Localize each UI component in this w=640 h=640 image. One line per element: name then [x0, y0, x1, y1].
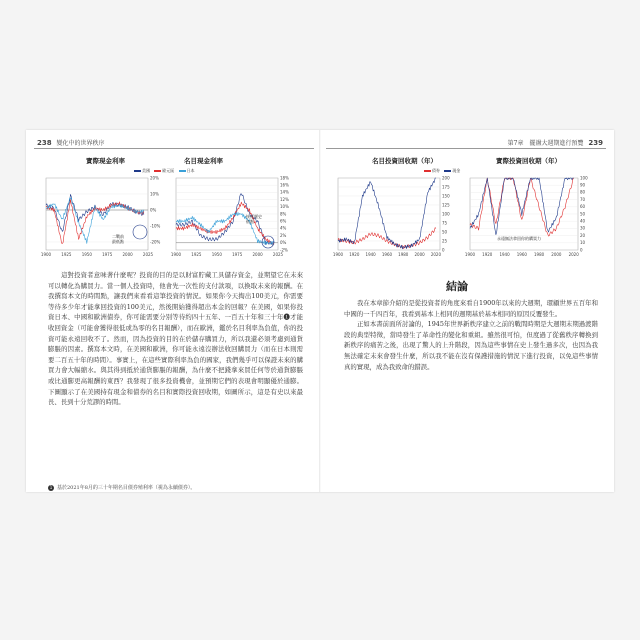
y-tick-label: -2%: [280, 247, 288, 253]
x-tick-label: 2000: [414, 252, 425, 257]
annotation-never-recover: 永遠無法拿回你的購買力: [497, 236, 541, 241]
y-tick-label: 2%: [280, 232, 287, 238]
x-tick-label: 2020: [568, 252, 579, 257]
y-tick-label: 6%: [280, 218, 287, 224]
x-tick-label: 2020: [430, 252, 442, 257]
y-tick-label: 12%: [280, 196, 289, 202]
y-tick-label: 50: [580, 211, 586, 217]
y-tick-label: 90: [580, 182, 586, 188]
y-tick-label: 30: [580, 225, 586, 231]
y-tick-label: 100: [442, 211, 450, 217]
x-tick-label: 2000: [252, 252, 263, 257]
y-tick-label: 150: [442, 193, 450, 199]
footnote-text: 基於2021年8月的三十年期名目債券殖利率（視為永續債券）。: [57, 485, 196, 491]
series-line-2: [338, 178, 436, 249]
left-body-text: [48, 270, 303, 408]
y-tick-label: 50: [442, 229, 448, 235]
annotation-near-historic-low: [246, 214, 262, 224]
left-running-title: 變化中的世界秩序: [56, 140, 105, 147]
x-tick-label: 1960: [381, 252, 393, 257]
left-page-number: 238: [37, 139, 52, 147]
chart2-title: 名目現金利率: [184, 157, 223, 165]
footnote-marker: 1: [49, 485, 53, 490]
right-page-number: 239: [588, 139, 603, 147]
y-tick-label: 20: [580, 232, 586, 238]
x-tick-label: 2000: [122, 252, 133, 257]
annotation-prewar-low-line1: 二戰前: [112, 234, 124, 239]
y-tick-label: 75: [442, 220, 448, 226]
series-line-2: [470, 178, 574, 235]
y-tick-label: 0: [442, 247, 445, 253]
y-tick-label: 10%: [280, 204, 289, 210]
chart-nominal-payback: [334, 170, 462, 260]
right-header-rule: [326, 148, 606, 149]
annotation-prewar-low-line2: 最低點: [112, 239, 124, 244]
y-tick-label: 175: [442, 184, 450, 190]
chart-real-payback: [466, 170, 600, 260]
y-tick-label: 60: [580, 204, 586, 210]
y-tick-label: 0: [580, 247, 583, 253]
x-tick-label: 1950: [81, 252, 92, 257]
legend-us: 美國: [142, 168, 150, 173]
left-header-rule: [34, 148, 314, 149]
x-tick-label: 1900: [170, 252, 182, 257]
left-running-head: [34, 138, 105, 147]
x-tick-label: 1940: [365, 252, 376, 257]
y-tick-label: 18%: [280, 175, 289, 181]
x-tick-label: 1940: [499, 252, 510, 257]
annotation-near-historic-low-line2: 低點: [246, 219, 254, 224]
x-tick-label: 1980: [534, 252, 545, 257]
y-tick-label: 70: [580, 196, 586, 202]
chart-real-cash-rates: [42, 170, 170, 260]
right-running-head: [508, 138, 606, 147]
y-tick-label: 80: [580, 189, 586, 195]
x-tick-label: 1975: [102, 252, 113, 257]
right-paragraph-1: 我在本章節介紹的是從投資者的角度來看自1900年以來的大週期，環顧世界五百年和中國的一千四百年，我看到基本上相同的週期基於基本相同的原因反覆發生。: [344, 299, 598, 318]
x-tick-label: 1920: [482, 252, 493, 257]
x-tick-label: 1920: [349, 252, 360, 257]
footnote: [48, 484, 303, 491]
legend-cash: 現金: [452, 168, 461, 173]
y-tick-label: 16%: [280, 182, 289, 188]
x-tick-label: 1960: [516, 252, 527, 257]
legend-japan: 日本: [186, 168, 195, 173]
y-tick-label: 10: [580, 240, 586, 246]
x-tick-label: 2025: [272, 252, 284, 257]
y-tick-label: 0%: [150, 207, 157, 213]
x-tick-label: 1980: [398, 252, 409, 257]
highlight-circle-prewar: [133, 225, 147, 239]
y-tick-label: 14%: [280, 189, 289, 195]
legend-bonds: 債券: [432, 168, 440, 173]
x-tick-label: 1900: [332, 252, 344, 257]
book-gutter: [319, 130, 321, 492]
right-running-title: 第7章 擺盪大週期進行預覽: [507, 140, 584, 147]
chart3-title: 名目投資回收期（年）: [372, 157, 437, 165]
chart1-title: 實際現金利率: [86, 157, 125, 165]
y-tick-label: -10%: [150, 223, 161, 229]
left-paragraph: 這對投資者意味著什麼呢？投資的目的是以財富貯藏工具儲存資金，並期望它在未來可以轉化為購買力。當一個人投資時，他會先一次性的支付款項，以換取未來的報酬。在我撰寫本文的時間點，讓我們來看看這筆投資的情況。如果你今天掏出100美元，你需要等待多少年才能拿回投資的100美元，然後開始獲得超出本金的回報？在美國，如果你投資日本、中國和歐洲債券，你可能需要分別等待約四十五年、一百五十年和三十年❶才能收回資金（可能會獲得很低或為零的名目報酬），而在歐洲，鑑於名目利率為負值，你的投資可能永遠回收不了。然而，因為投資的目的在於儲存購買力，所以我還必須考慮到通貨膨脹的因素。撰寫本文時，在美國和歐洲，你可能永遠沒辦法收回購買力（而在日本則需要二百五十年的時間）。事實上，在這些實際利率為負的國家，我們幾乎可以保證未來的購買力會大幅縮水。與其得到抵於通貨膨脹的報酬，為什麼不把錢拿來買任何等於通貨膨脹或比通膨更高報酬的東西？我發現了很多投資機會，並預期它們的表現會明顯優於通膨。下圖顯示了在美國持有現金和債券的名目和實際投資回收期，如圖所示，這是有史以來最長、長到十分荒謬的時間。: [48, 271, 303, 407]
y-tick-label: 0%: [280, 240, 287, 246]
y-tick-label: 40: [580, 218, 586, 224]
x-tick-label: 1925: [191, 252, 202, 257]
chart-nominal-cash-rates: [172, 170, 300, 260]
y-tick-label: 125: [442, 202, 450, 208]
y-tick-label: 20%: [150, 175, 159, 181]
x-tick-label: 1925: [61, 252, 72, 257]
y-tick-label: 4%: [280, 225, 287, 231]
right-body-text: [344, 298, 598, 372]
x-tick-label: 1950: [211, 252, 222, 257]
section-title: 結論: [446, 280, 468, 293]
x-tick-label: 1975: [232, 252, 243, 257]
x-tick-label: 2025: [142, 252, 154, 257]
legend-euro: 歐元區: [162, 168, 175, 173]
chart4-title: 實際投資回收期（年）: [496, 157, 561, 165]
plot-frame: [46, 178, 148, 250]
y-tick-label: 200: [442, 175, 450, 181]
y-tick-label: 25: [442, 238, 448, 244]
y-tick-label: 10%: [150, 191, 159, 197]
y-tick-label: -20%: [150, 239, 161, 245]
series-line-1: [470, 178, 574, 236]
y-tick-label: 8%: [280, 211, 287, 217]
x-tick-label: 1900: [464, 252, 476, 257]
right-paragraph-2: 正如本書前面所討論的，1945年世界新秩序建立之前的戰間時期是大週期末期過渡階段的典型特徵，當時發生了革命性的變化和重組。雖然很可怕，但度過了從舊秩序轉換到新秩序的痛苦之後，出現了驚人的上升階段，因為這些事情在史上發生過多次，也因為我無法確定未來會發生什麼，所以我不能在沒有保護措施的情況下進行投資，以免這些事情真的實現，成為我致命的錯誤。: [344, 320, 598, 371]
x-tick-label: 1900: [40, 252, 52, 257]
annotation-prewar-low: [112, 234, 124, 244]
annotation-near-historic-low-line1: 接近歷史: [246, 214, 262, 219]
x-tick-label: 2000: [551, 252, 562, 257]
book-spread: [26, 130, 614, 492]
y-tick-label: 100: [580, 175, 588, 181]
